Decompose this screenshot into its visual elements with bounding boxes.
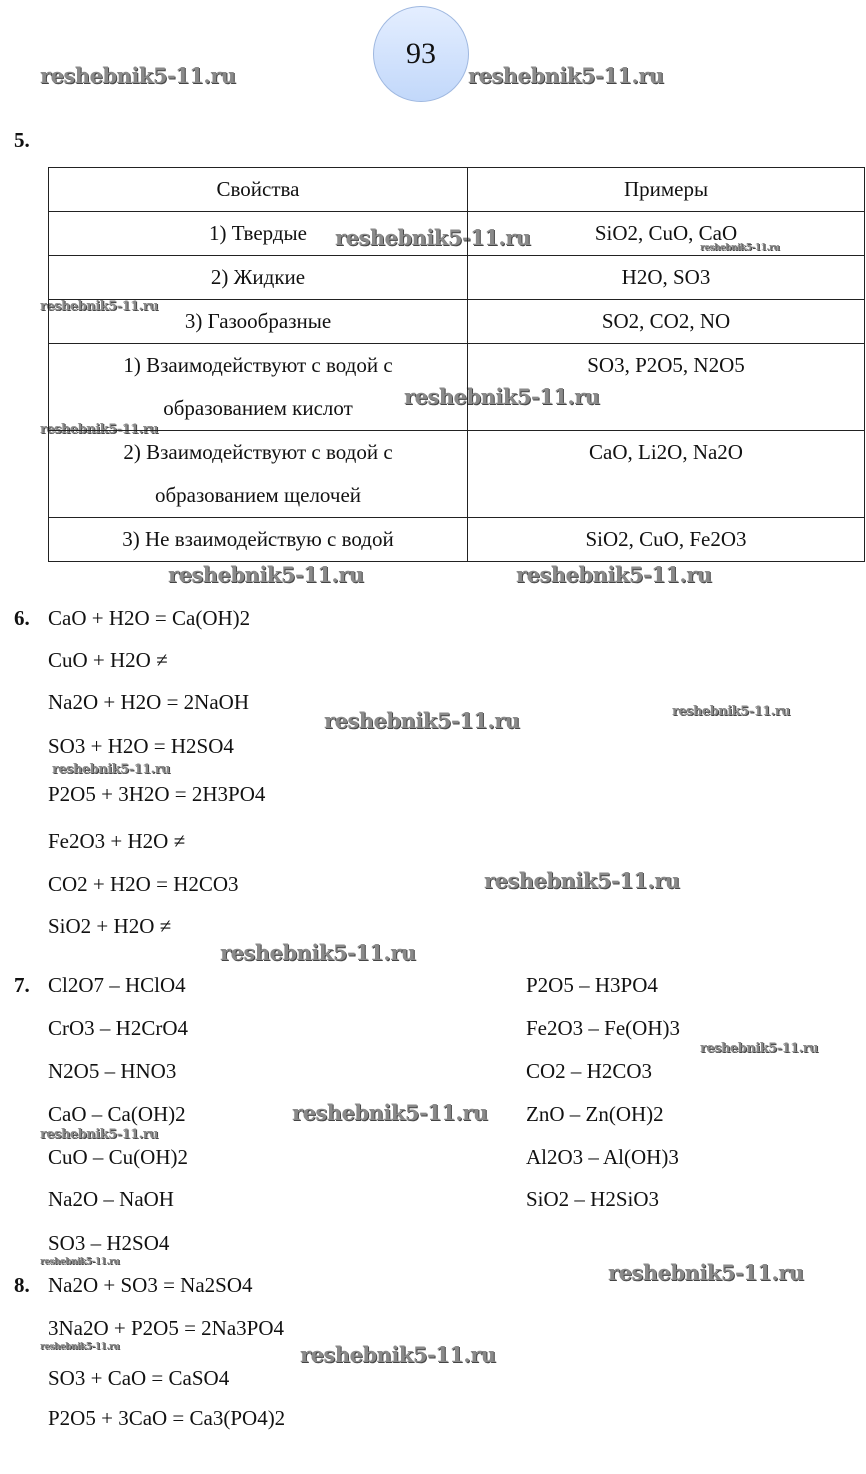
examples-cell: SiO2, CuO, Fe2O3 — [468, 518, 865, 562]
table-row — [49, 256, 865, 300]
watermark: reshebnik5-11.ru — [40, 299, 159, 314]
formula-line: SiO2 – H2SiO3 — [526, 1187, 660, 1211]
formula-line: CrO3 – H2CrO4 — [48, 1016, 188, 1040]
page-number: 93 — [406, 37, 436, 70]
formula-line: Fe2O3 – Fe(OH)3 — [526, 1016, 680, 1040]
task-number: 8. — [14, 1273, 30, 1297]
formula-line: ZnO – Zn(OH)2 — [526, 1102, 664, 1126]
page-number-badge — [373, 6, 469, 102]
formula-line: P2O5 – H3PO4 — [526, 973, 658, 997]
watermark: reshebnik5-11.ru — [40, 1342, 120, 1352]
table-row — [49, 212, 865, 256]
table-row — [49, 431, 865, 518]
watermark: reshebnik5-11.ru — [52, 762, 171, 777]
table-row — [49, 518, 865, 562]
formula-line: Na2O + H2O = 2NaOH — [48, 690, 249, 714]
examples-cell: H2O, SO3 — [468, 256, 865, 300]
formula-line: P2O5 + 3H2O = 2H3PO4 — [48, 782, 266, 806]
property-cell: 1) Твердые — [49, 212, 468, 256]
formula-line: Fe2O3 + H2O ≠ — [48, 829, 186, 853]
watermark: reshebnik5-11.ru — [672, 704, 791, 719]
formula-line: CuO – Cu(OH)2 — [48, 1145, 188, 1169]
property-cell: 2) Жидкие — [49, 256, 468, 300]
watermark: reshebnik5-11.ru — [516, 562, 712, 587]
examples-cell: SO2, CO2, NO — [468, 300, 865, 344]
watermark: reshebnik5-11.ru — [40, 422, 159, 437]
formula-line: SO3 + CaO = CaSO4 — [48, 1366, 230, 1390]
properties-table — [48, 167, 865, 562]
watermark: reshebnik5-11.ru — [40, 1127, 159, 1142]
formula-line: Na2O – NaOH — [48, 1187, 174, 1211]
task-number: 7. — [14, 973, 30, 997]
formula-line: CuO + H2O ≠ — [48, 648, 168, 672]
property-line: 1) Взаимодействуют с водой с — [123, 353, 393, 377]
formula-line: 3Na2O + P2O5 = 2Na3PO4 — [48, 1316, 285, 1340]
formula-line: P2O5 + 3CaO = Ca3(PO4)2 — [48, 1406, 286, 1430]
formula-line: N2O5 – HNO3 — [48, 1059, 177, 1083]
watermark: reshebnik5-11.ru — [335, 225, 531, 250]
table-row — [49, 344, 865, 431]
formula-line: CaO – Ca(OH)2 — [48, 1102, 186, 1126]
property-cell — [49, 344, 468, 431]
property-cell: 3) Газообразные — [49, 300, 468, 344]
examples-cell: SO3, P2O5, N2O5 — [468, 344, 865, 431]
examples-cell: CaO, Li2O, Na2O — [468, 431, 865, 518]
task-number: 6. — [14, 606, 30, 630]
formula-line: CO2 – H2CO3 — [526, 1059, 653, 1083]
watermark: reshebnik5-11.ru — [700, 243, 780, 253]
formula-line: SiO2 + H2O ≠ — [48, 914, 172, 938]
formula-line: SO3 + H2O = H2SO4 — [48, 734, 234, 758]
task-number: 5. — [14, 128, 30, 152]
column-header: Примеры — [468, 168, 865, 212]
property-line: образованием щелочей — [154, 483, 362, 507]
watermark: reshebnik5-11.ru — [484, 868, 680, 893]
property-line: образованием кислот — [163, 396, 353, 420]
table-row — [49, 300, 865, 344]
watermark: reshebnik5-11.ru — [404, 384, 600, 409]
formula-line: CaO + H2O = Ca(OH)2 — [48, 606, 251, 630]
watermark: reshebnik5-11.ru — [700, 1041, 819, 1056]
examples-cell: SiO2, CuO, CaO — [468, 212, 865, 256]
formula-line: Al2O3 – Al(OH)3 — [526, 1145, 679, 1169]
watermark: reshebnik5-11.ru — [40, 63, 236, 88]
watermark: reshebnik5-11.ru — [608, 1260, 804, 1285]
watermark: reshebnik5-11.ru — [40, 1257, 120, 1267]
property-cell: 3) Не взаимодействую с водой — [49, 518, 468, 562]
watermark: reshebnik5-11.ru — [468, 63, 664, 88]
column-header: Свойства — [49, 168, 468, 212]
formula-line: SO3 – H2SO4 — [48, 1231, 170, 1255]
watermark: reshebnik5-11.ru — [300, 1342, 496, 1367]
table-header — [49, 168, 865, 212]
watermark: reshebnik5-11.ru — [168, 562, 364, 587]
property-line: 2) Взаимодействуют с водой с — [123, 440, 393, 464]
watermark: reshebnik5-11.ru — [292, 1100, 488, 1125]
formula-line: Cl2O7 – HClO4 — [48, 973, 186, 997]
watermark: reshebnik5-11.ru — [324, 708, 520, 733]
property-cell — [49, 431, 468, 518]
formula-line: CO2 + H2O = H2CO3 — [48, 872, 239, 896]
formula-line: Na2O + SO3 = Na2SO4 — [48, 1273, 253, 1297]
watermark: reshebnik5-11.ru — [220, 940, 416, 965]
